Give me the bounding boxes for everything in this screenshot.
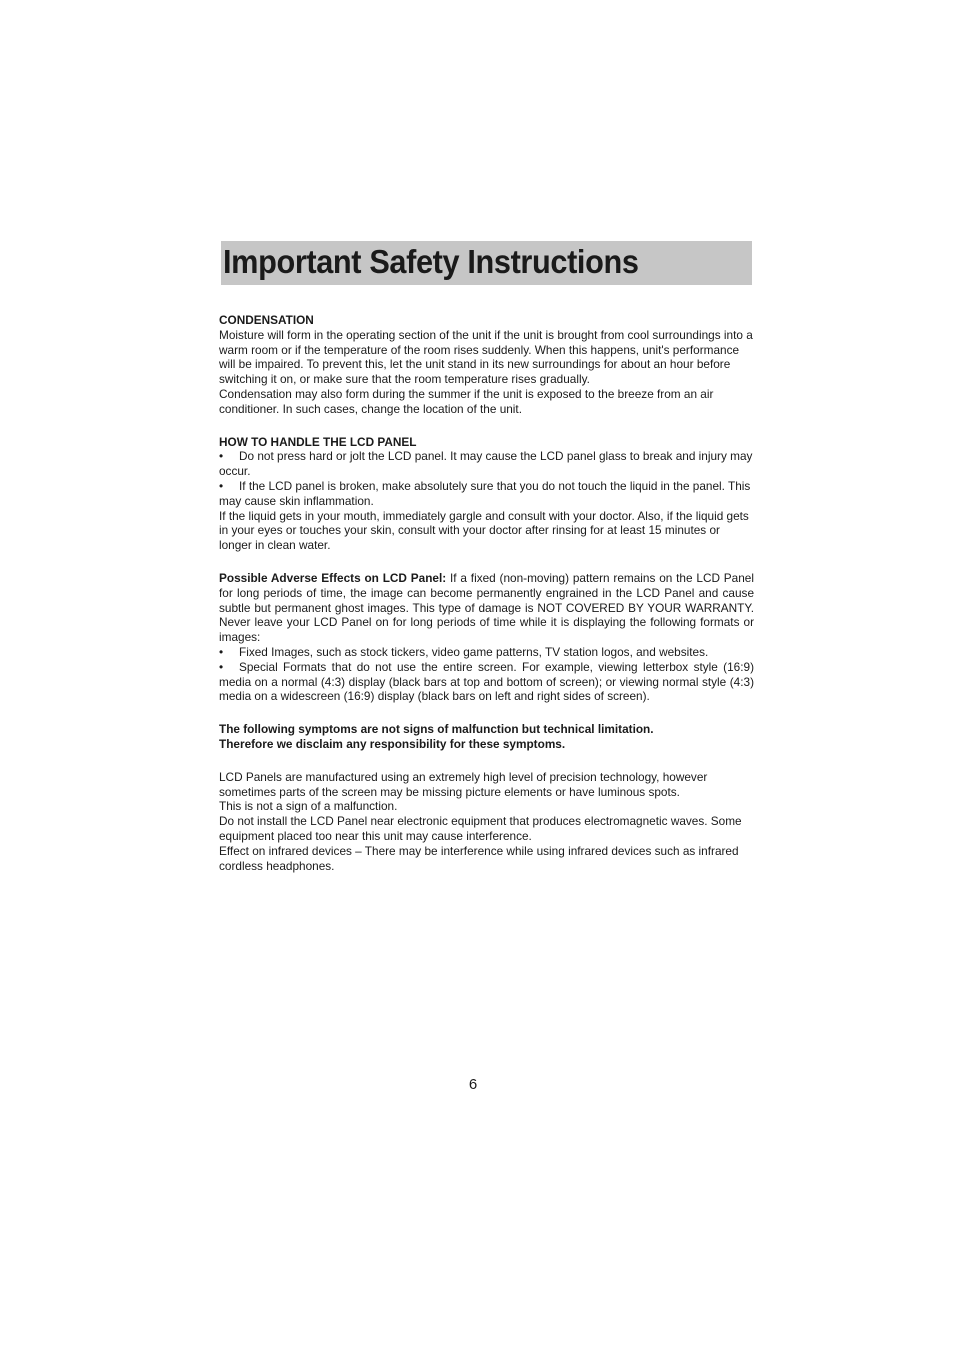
adverse-effects-bullet-1	[219, 645, 754, 660]
lcd-panels-paragraph-3: Do not install the LCD Panel near electronic equipment that produces electromagnetic waves. Some equipment placed too near this unit may cause interference.	[219, 814, 742, 843]
lcd-handle-bullet-1	[219, 449, 754, 479]
bullet-icon: •	[219, 644, 224, 659]
bullet-icon: •	[219, 449, 224, 464]
page-title: Important Safety Instructions	[223, 243, 639, 280]
symptoms-section	[219, 722, 754, 752]
document-body	[219, 313, 754, 891]
lcd-handle-bullet-2	[219, 479, 754, 509]
adverse-effects-bullet-2-text: Special Formats that do not use the entire screen. For example, viewing letterbox style (16:9) media on a normal (4:3) display (black bars at top and bottom of screen); or viewing normal style (4:3) media on a widescreen (16:9) display (black bars on left and right sides of screen).	[219, 659, 754, 704]
symptoms-line-2: Therefore we disclaim any responsibility for these symptoms.	[219, 736, 566, 751]
lcd-panels-paragraph-4: Effect on infrared devices – There may be interference while using infrared devices such as infrared cordless headphones.	[219, 843, 739, 873]
symptoms-line-1: The following symptoms are not signs of malfunction but technical limitation.	[219, 722, 654, 737]
adverse-effects-paragraph	[219, 571, 754, 645]
lcd-handle-bullet-1-text: Do not press hard or jolt the LCD panel. It may cause the LCD panel glass to break and injury may occur.	[219, 449, 753, 479]
lcd-handle-bullet-2-text: If the LCD panel is broken, make absolutely sure that you do not touch the liquid in the panel. This may cause skin inflammation.	[219, 478, 751, 508]
lcd-handle-heading: HOW TO HANDLE THE LCD PANEL	[219, 434, 417, 449]
title-bar	[221, 241, 752, 285]
bullet-icon: •	[219, 659, 224, 674]
adverse-effects-text: If a fixed (non-moving) pattern remains on the LCD Panel for long periods of time, the image can become permanently engrained in the LCD Panel and cause subtle but permanent ghost images. This type of damage is NOT COVERED BY YOUR WARRANTY. Never leave your LCD Panel on for long periods of time while it is displaying the following formats or images:	[219, 570, 754, 645]
lcd-panels-section	[219, 770, 754, 874]
lcd-panels-paragraph-1: LCD Panels are manufactured using an extremely high level of precision technology, however sometimes parts of the screen may be missing picture elements or have luminous spots.	[219, 769, 708, 799]
bullet-icon: •	[219, 478, 224, 493]
adverse-effects-section	[219, 571, 754, 704]
adverse-effects-bullet-2	[219, 660, 754, 704]
lcd-panels-paragraph-2: This is not a sign of a malfunction.	[219, 799, 398, 814]
condensation-heading: CONDENSATION	[219, 313, 314, 327]
lcd-handle-paragraph: If the liquid gets in your mouth, immediately gargle and consult with your doctor. Also, if the liquid gets in your eyes or touches your skin, consult with your doctor after rinsing for at least 15 minutes or longer in clean water.	[219, 508, 749, 553]
condensation-paragraph-1: Moisture will form in the operating section of the unit if the unit is brought from cool surroundings into a warm room or if the temperature of the room rises suddenly. When this happens, unit's performance will be impaired. To prevent this, let the unit stand in its new surroundings for about an hour before switching it on, or make sure that the room temperature rises gradually.	[219, 327, 753, 387]
adverse-effects-bullet-1-text: Fixed Images, such as stock tickers, video game patterns, TV station logos, and websites.	[239, 644, 709, 659]
condensation-section	[219, 313, 754, 417]
condensation-paragraph-2: Condensation may also form during the summer if the unit is exposed to the breeze from an air conditioner. In such cases, change the location of the unit.	[219, 386, 714, 416]
lcd-handle-section	[219, 435, 754, 553]
page-number: 6	[468, 1076, 478, 1093]
adverse-effects-lead: Possible Adverse Effects on LCD Panel:	[219, 570, 447, 585]
